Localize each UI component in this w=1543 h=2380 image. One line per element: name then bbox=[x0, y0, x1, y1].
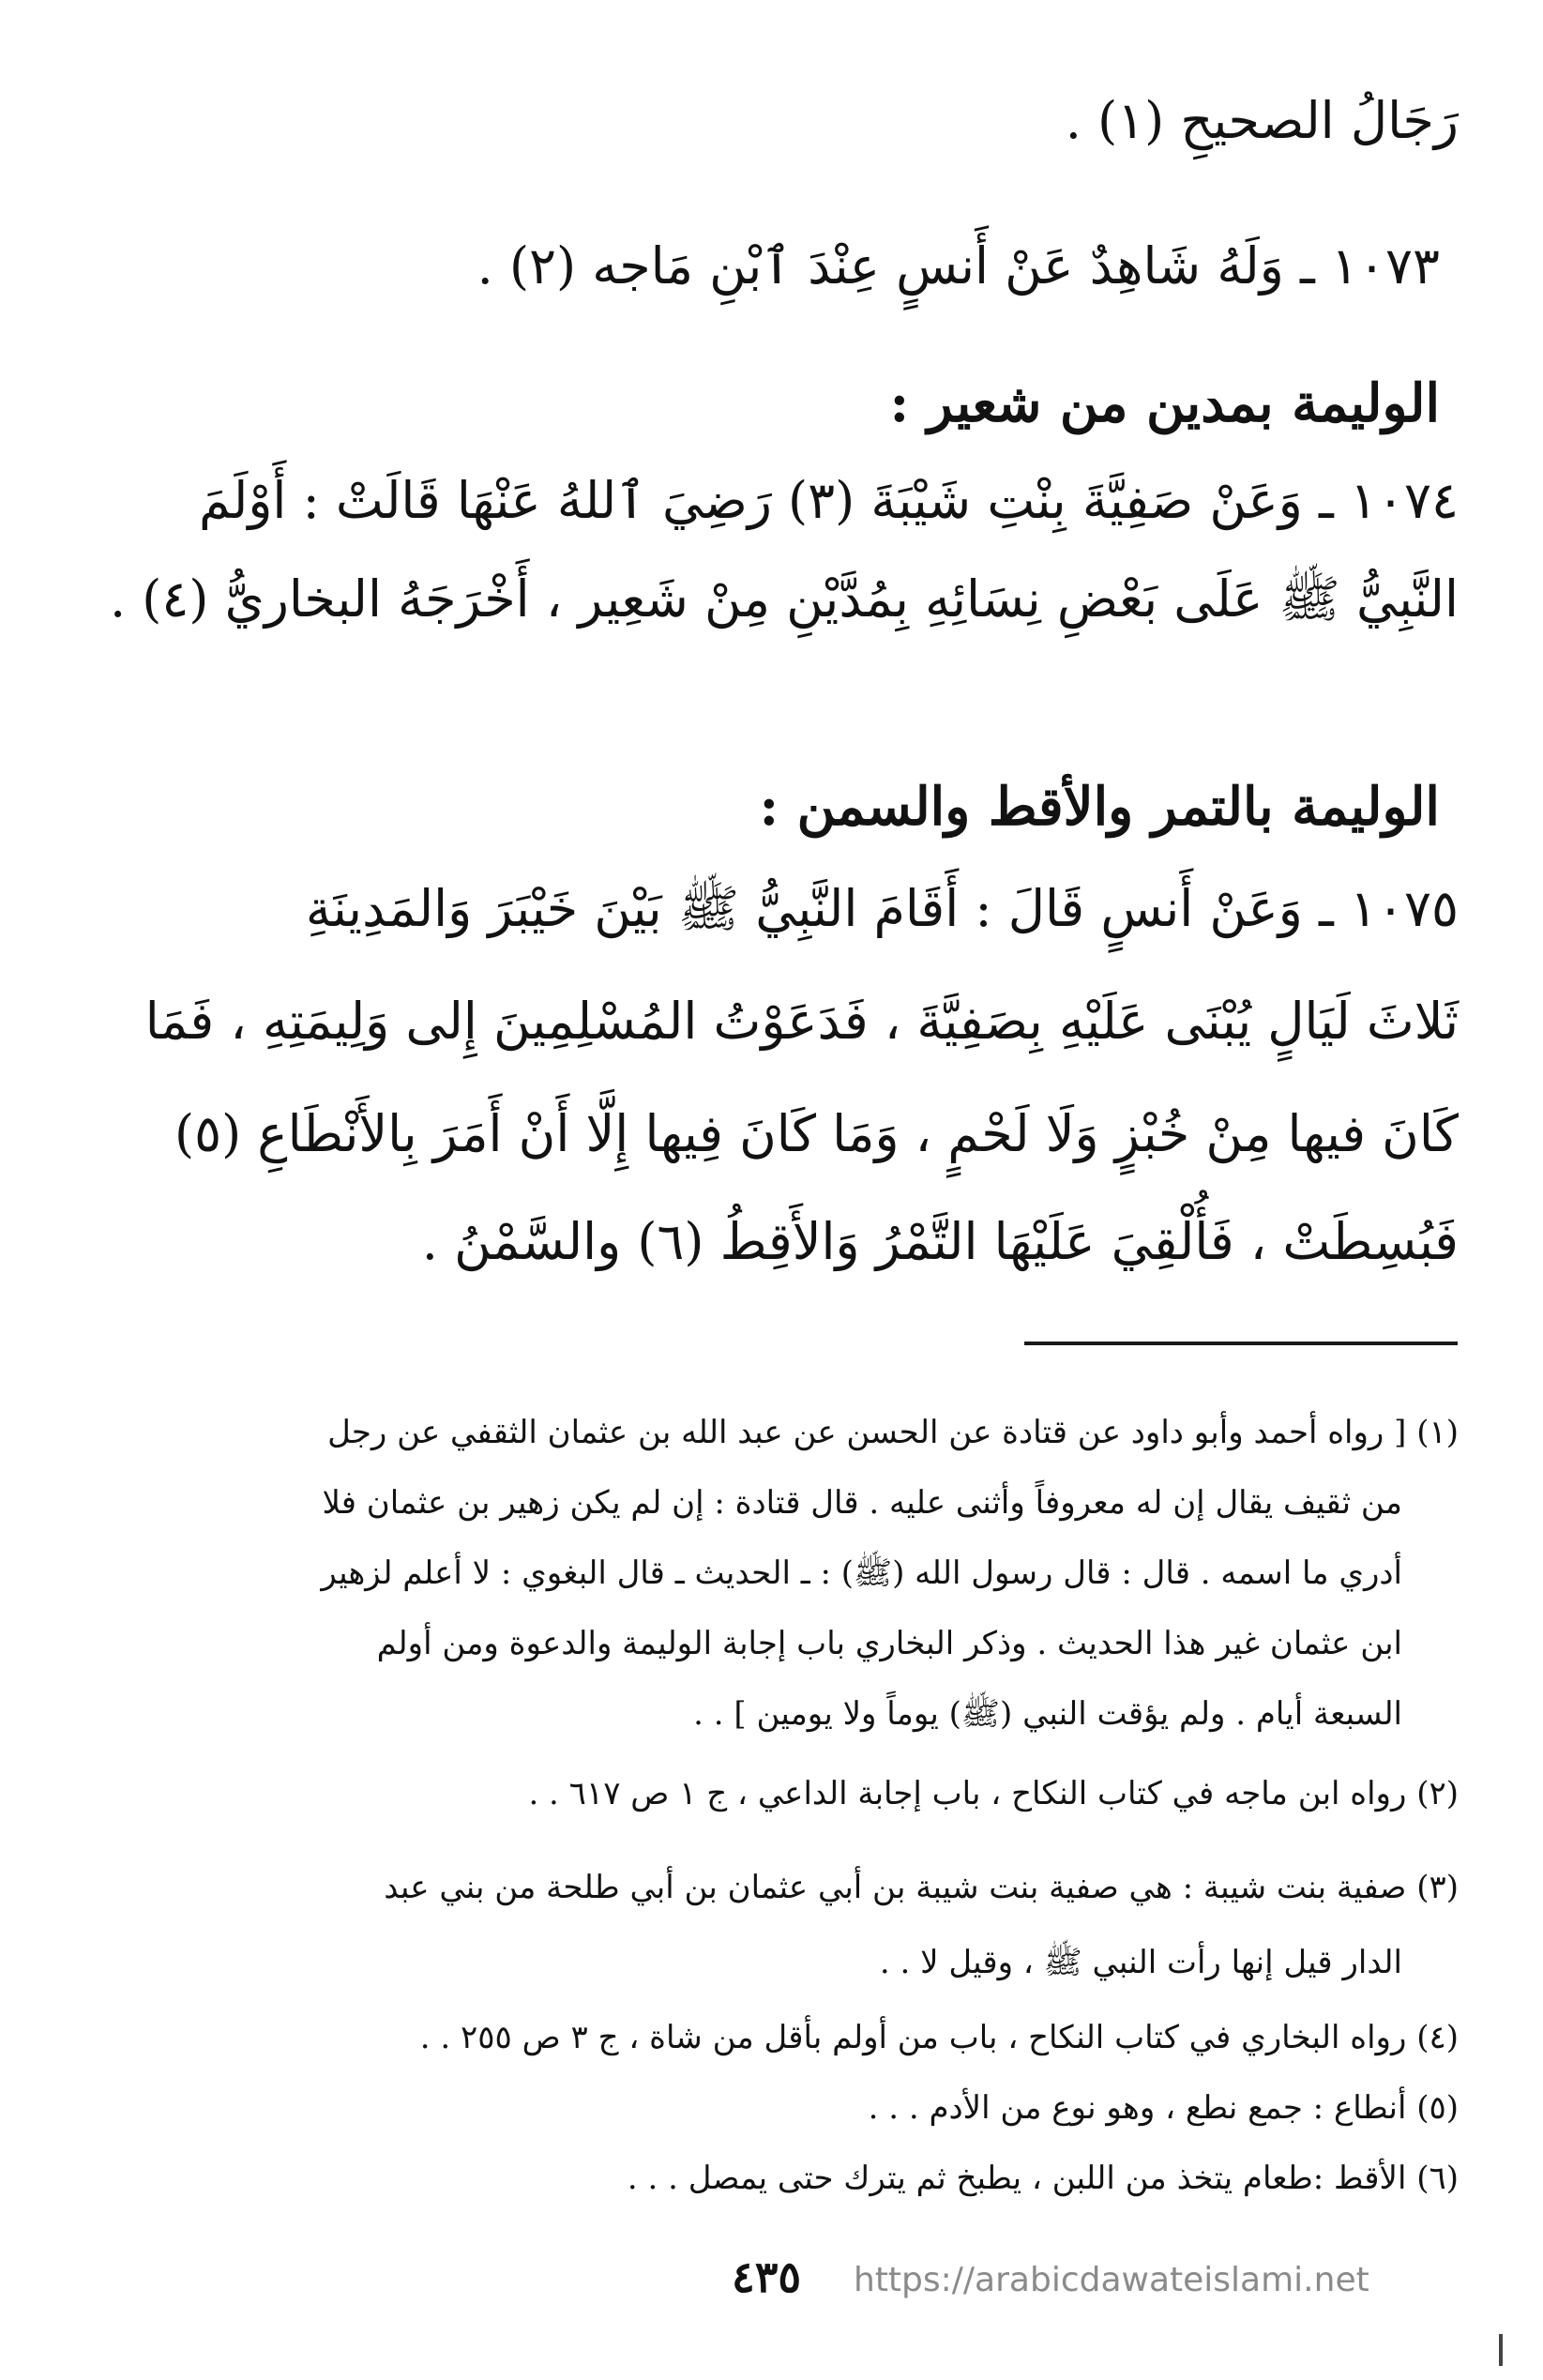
footnote-line: (٥) أنطاع : جمع نطع ، وهو نوع من الأدم . . . bbox=[868, 2089, 1459, 2127]
section-heading: الوليمة بمدين من شعير : bbox=[889, 372, 1440, 434]
footnote-line: الدار قيل إنها رأت النبي ﷺ ، وقيل لا . . bbox=[879, 1944, 1402, 1981]
footnote-line: (٤) رواه البخاري في كتاب النكاح ، باب من أولم بأقل من شاة ، ج ٣ ص ٢٥٥ . . bbox=[419, 2019, 1459, 2056]
footnote-line: (١) [ رواه أحمد وأبو داود عن قتادة عن الحسن عن عبد الله بن عثمان الثقفي عن رجل bbox=[327, 1414, 1459, 1451]
hadith-1074-line: النَّبِيُّ ﷺ عَلَى بَعْضِ نِسَائِهِ بِمُدَّيْنِ مِنْ شَعِير ، أَخْرَجَهُ البخاريُّ (٤) . bbox=[109, 569, 1459, 629]
footnote-line: من ثقيف يقال إن له معروفاً وأثنى عليه . قال قتادة : إن لم يكن زهير بن عثمان فلا bbox=[322, 1484, 1402, 1522]
section-heading: الوليمة بالتمر والأقط والسمن : bbox=[759, 776, 1440, 838]
hadith-1075-line: ١٠٧٥ ـ وَعَنْ أَنسٍ قَالَ : أَقَامَ النَّبِيُّ ﷺ بَيْنَ خَيْبَرَ وَالمَدِينَةِ bbox=[305, 879, 1459, 938]
hadith-1075-line: كَانَ فيها مِنْ خُبْزٍ وَلَا لَحْمٍ ، وَمَا كَانَ فِيها إِلَّا أَنْ أَمَرَ بِالأَنْطَاعِ (٥) bbox=[174, 1104, 1459, 1163]
footnote-divider bbox=[1024, 1342, 1458, 1345]
footnote-line: (٣) صفية بنت شيبة : هي صفية بنت شيبة بن أبي عثمان بن أبي طلحة من بني عبد bbox=[384, 1869, 1459, 1906]
main-text-line: رَجَالُ الصحيحِ (١) . bbox=[1065, 91, 1459, 150]
watermark-url: https://arabicdawateislami.net bbox=[854, 2261, 1369, 2299]
footnote-line: (٢) رواه ابن ماجه في كتاب النكاح ، باب إجابة الداعي ، ج ١ ص ٦١٧ . . bbox=[528, 1775, 1459, 1812]
page-number: ٤٣٥ bbox=[732, 2251, 802, 2302]
hadith-1075-line: ثَلاثَ لَيَالٍ يُبْنَى عَلَيْهِ بِصَفِيَّةَ ، فَدَعَوْتُ المُسْلِمِينَ إِلى وَلِيمَتِهِ ، فَمَا bbox=[144, 992, 1459, 1051]
footnote-line: (٦) الأقط :طعام يتخذ من اللبن ، يطبخ ثم يترك حتى يمصل . . . bbox=[627, 2160, 1459, 2197]
scan-edge-mark bbox=[1499, 2334, 1503, 2366]
hadith-1075-line: فَبُسِطَتْ ، فَأُلْقِيَ عَلَيْهَا التَّمْرُ وَالأَقِطُ (٦) والسَّمْنُ . bbox=[421, 1212, 1459, 1271]
hadith-1074-line: ١٠٧٤ ـ وَعَنْ صَفِيَّةَ بِنْتِ شَيْبَةَ (٣) رَضِيَ ٱللهُ عَنْهَا قَالَتْ : أَوْلَمَ bbox=[198, 471, 1459, 530]
hadith-1073: ١٠٧٣ ـ وَلَهُ شَاهِدٌ عَنْ أَنسٍ عِنْدَ ٱبْنِ مَاجه (٢) . bbox=[477, 236, 1440, 296]
footnote-line: أدري ما اسمه . قال : قال رسول الله (ﷺ) : ـ الحديث ـ قال البغوي : لا أعلم لزهير bbox=[321, 1554, 1402, 1592]
footnote-line: السبعة أيام . ولم يؤقت النبي (ﷺ) يوماً ولا يومين ] . . bbox=[693, 1695, 1402, 1733]
footnote-line: ابن عثمان غير هذا الحديث . وذكر البخاري باب إجابة الوليمة والدعوة ومن أولم bbox=[376, 1625, 1402, 1662]
